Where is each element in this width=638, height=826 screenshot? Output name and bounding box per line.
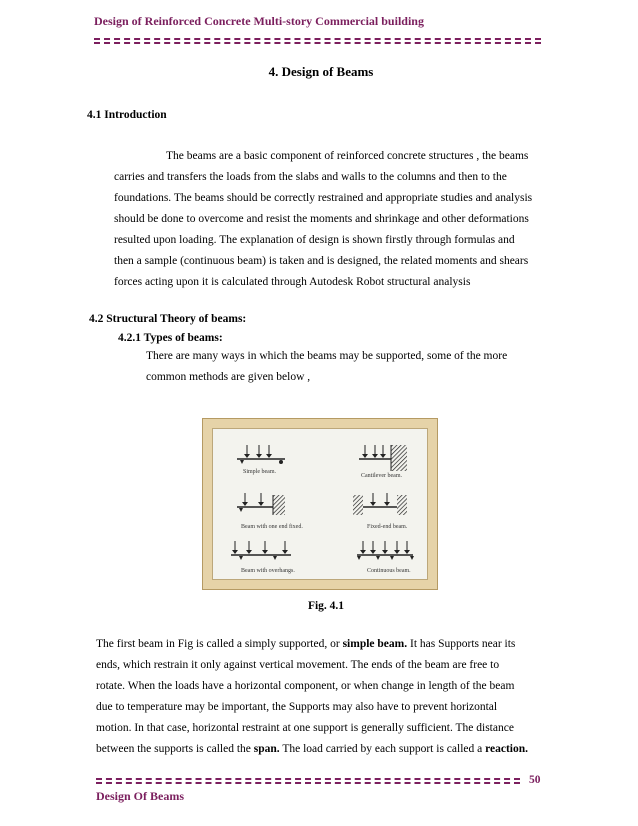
- section-4-2-heading: 4.2 Structural Theory of beams:: [89, 313, 247, 325]
- chapter-title: 4. Design of Beams: [268, 64, 374, 79]
- simple-beam-paragraph: [96, 634, 576, 760]
- intro-line-5: resulted upon loading. The explanation of design is shown firstly through formulas and: [114, 234, 515, 246]
- section-4-1-heading: 4.1 Introduction: [87, 109, 167, 121]
- header-title: Design of Reinforced Concrete Multi-story Commercial building: [94, 14, 424, 28]
- continuous-beam-label: Continuous beam.: [367, 568, 411, 574]
- section-4-2-1-paragraph: [146, 346, 586, 388]
- figure-panel: [212, 428, 428, 580]
- simple-beam-diagram: [237, 445, 285, 475]
- one-end-fixed-beam-diagram: [237, 493, 303, 530]
- footer-title: Design Of Beams: [96, 789, 184, 803]
- intro-line-7: forces acting upon it is calculated through Autodesk Robot structural analysis: [114, 276, 471, 288]
- intro-line-6: then a sample (continuous beam) is taken and is designed, the related moments and shears: [114, 255, 529, 267]
- intro-line-1: The beams are a basic component of reinforced concrete structures , the beams: [166, 150, 529, 162]
- body-line-5: motion. In that case, horizontal restraint at one support is generally sufficient. The distance: [96, 722, 514, 734]
- body-line-2: ends, which restrain it only against vertical movement. The ends of the beam are free to: [96, 659, 500, 671]
- continuous-beam-diagram: [357, 541, 414, 574]
- figure-caption: Fig. 4.1: [307, 600, 345, 612]
- beam-types-figure: [202, 418, 438, 590]
- page-number: 50: [529, 774, 541, 786]
- overhang-beam-label: Beam with overhangs.: [241, 568, 295, 574]
- footer-divider: [96, 778, 520, 784]
- simple-beam-label: Simple beam.: [243, 469, 276, 475]
- overhang-beam-diagram: [231, 541, 295, 574]
- body-line-1: The first beam in Fig is called a simply supported, or simple beam. It has Supports near its: [96, 638, 516, 650]
- body-line-6: between the supports is called the span. The load carried by each support is called a reaction.: [96, 743, 529, 755]
- intro-line-4: should be done to overcome and resist the moments and shrinkage and other deformations: [114, 213, 529, 225]
- section-4-1-paragraph: [114, 146, 574, 293]
- cantilever-beam-diagram: [359, 445, 407, 479]
- reaction-term: reaction.: [485, 743, 529, 755]
- body-line-4: due to temperature may be important, the Supports may also have to prevent horizontal: [96, 701, 498, 713]
- beam-types-diagram: [213, 429, 429, 581]
- intro-line-3: foundations. The beams should be correctly restrained and appropriate studies and analysis: [114, 192, 533, 204]
- header-divider: [94, 38, 541, 44]
- fixed-end-beam-diagram: [353, 493, 408, 530]
- fixed-end-beam-label: Fixed-end beam.: [367, 524, 408, 530]
- simple-beam-term: simple beam.: [342, 638, 408, 650]
- one-end-fixed-beam-label: Beam with one end fixed.: [241, 524, 303, 530]
- types-line-2: common methods are given below ,: [146, 371, 311, 383]
- intro-line-2: carries and transfers the loads from the slabs and walls to the columns and then to the: [114, 171, 507, 183]
- types-line-1: There are many ways in which the beams may be supported, some of the more: [146, 350, 508, 362]
- span-term: span.: [253, 743, 280, 755]
- body-line-3: rotate. When the loads have a horizontal component, or when change in length of the beam: [96, 680, 515, 692]
- section-4-2-1-heading: 4.2.1 Types of beams:: [118, 332, 223, 344]
- cantilever-beam-label: Cantilever beam.: [361, 473, 402, 479]
